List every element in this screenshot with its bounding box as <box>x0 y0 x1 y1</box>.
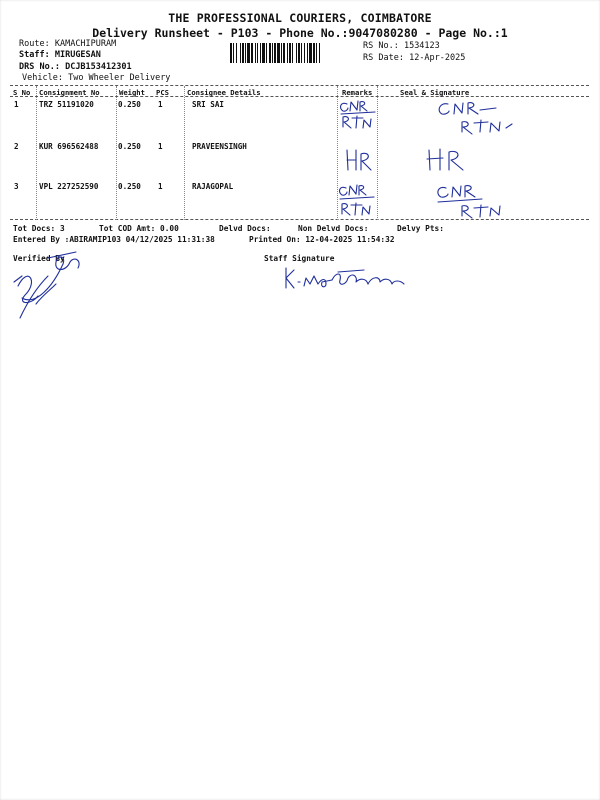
staff-value: MIRUGESAN <box>54 50 101 60</box>
row1-consignee: SRI SAI <box>192 100 225 109</box>
remarks-handwriting-cnr-rtn <box>335 96 380 136</box>
barcode-image <box>230 43 358 63</box>
drs-line <box>19 62 132 72</box>
column-divider <box>36 86 37 220</box>
rs-date-value: 12-Apr-2025 <box>409 53 466 63</box>
staff-label: Staff: <box>19 50 50 60</box>
company-title: THE PROFESSIONAL COURIERS, COIMBATORE <box>168 11 432 25</box>
col-header-pcs: PCS <box>156 88 169 97</box>
printed-on: Printed On: 12-04-2025 11:54:32 <box>249 235 395 244</box>
non-delivered-docs: Non Delvd Docs: <box>298 224 369 233</box>
seal-handwriting-cnr-rtn <box>432 180 522 222</box>
delivered-docs: Delvd Docs: <box>219 224 271 233</box>
row2-consignment: KUR 696562488 <box>39 142 99 151</box>
staff-signature <box>280 264 420 294</box>
col-header-consignee: Consignee Details <box>187 88 261 97</box>
remarks-handwriting-cnr-rtn <box>334 180 382 222</box>
total-cod-amount: Tot COD Amt: 0.00 <box>99 224 179 233</box>
rs-date-line <box>363 53 465 63</box>
staff-line <box>19 50 101 60</box>
col-header-consignment: Consignment No <box>39 88 100 97</box>
route-value: KAMACHIPURAM <box>54 39 117 49</box>
total-docs: Tot Docs: 3 <box>13 224 65 233</box>
col-header-seal: Seal & Signature <box>400 88 470 97</box>
col-header-remarks: Remarks <box>342 88 373 97</box>
row3-pcs: 1 <box>158 182 163 191</box>
row3-consignee: RAJAGOPAL <box>192 182 234 191</box>
rs-date-label: RS Date: <box>363 53 404 63</box>
vehicle-value: Two Wheeler Delivery <box>68 73 171 83</box>
rs-no-line <box>363 41 440 51</box>
column-divider <box>116 86 117 220</box>
staff-signature-label: Staff Signature <box>264 254 335 263</box>
verified-by-label: Verified By <box>13 254 65 263</box>
runsheet-title: Delivery Runsheet - P103 - Phone No.:9047080280 - Page No.:1 <box>92 26 508 40</box>
rs-no-label: RS No.: <box>363 41 399 51</box>
row2-weight: 0.250 <box>118 142 141 151</box>
row2-pcs: 1 <box>158 142 163 151</box>
row3-consignment: VPL 227252590 <box>39 182 99 191</box>
drs-value: DCJB153412301 <box>65 62 132 72</box>
entered-by: Entered By :ABIRAMIP103 04/12/2025 11:31:38 <box>13 235 215 244</box>
row2-sno: 2 <box>14 142 19 151</box>
row2-consignee: PRAVEENSINGH <box>192 142 247 151</box>
col-header-weight: Weight <box>119 88 145 97</box>
row1-pcs: 1 <box>158 100 163 109</box>
vehicle-label: Vehicle: <box>22 73 63 83</box>
row3-weight: 0.250 <box>118 182 141 191</box>
seal-handwriting-cnr-rtn <box>432 98 552 138</box>
drs-label: DRS No.: <box>19 62 60 72</box>
seal-handwriting-hr <box>425 144 475 174</box>
route-line <box>19 39 116 49</box>
row1-sno: 1 <box>14 100 19 109</box>
row3-sno: 3 <box>14 182 19 191</box>
column-divider <box>184 86 185 220</box>
delivery-points: Delvy Pts: <box>397 224 444 233</box>
vehicle-line <box>22 73 170 83</box>
table-top-rule <box>10 85 589 86</box>
route-label: Route: <box>19 39 50 49</box>
remarks-handwriting-hr <box>343 146 378 174</box>
verifier-signature <box>8 246 98 326</box>
row1-weight: 0.250 <box>118 100 141 109</box>
row1-consignment: TRZ 51191020 <box>39 100 94 109</box>
col-header-sno: S No <box>13 88 31 97</box>
rs-no-value: 1534123 <box>403 41 440 51</box>
